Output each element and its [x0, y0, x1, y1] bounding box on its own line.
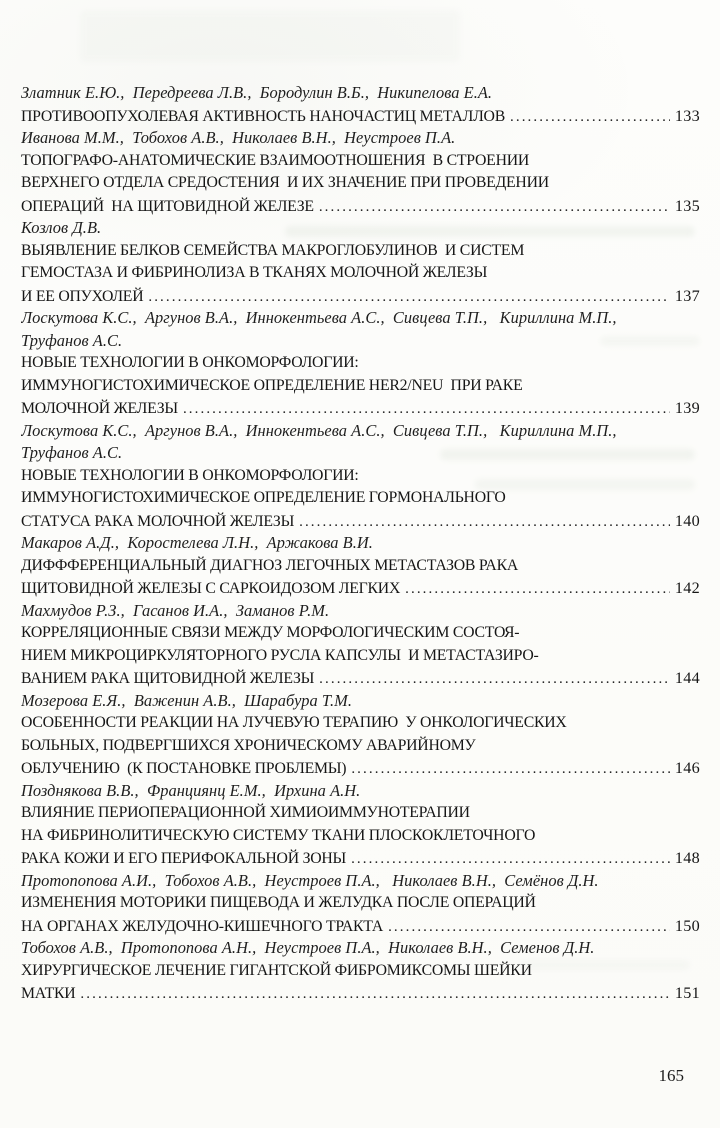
toc-entry-authors: Позднякова В.В., Франциянц Е.М., Ирхина А.Н.: [21, 780, 361, 800]
toc-entry-title-line: НОВЫЕ ТЕХНОЛОГИИ В ОНКОМОРФОЛОГИИ:: [21, 354, 359, 371]
toc-entry-title-line: ИЗМЕНЕНИЯ МОТОРИКИ ПИЩЕВОДА И ЖЕЛУДКА ПОСЛЕ ОПЕРАЦИЙ: [21, 894, 536, 911]
toc-entry-title-line: БОЛЬНЫХ, ПОДВЕРГШИХСЯ ХРОНИЧЕСКОМУ АВАРИЙНОМУ: [21, 736, 476, 754]
toc-entry-authors: Лоскутова К.С., Аргунов В.А., Иннокентьева А.С., Сивцева Т.П., Кириллина М.П.,: [21, 420, 617, 440]
toc-entry-page-number: 142: [674, 579, 700, 597]
toc-entry-title-line: [21, 285, 700, 308]
toc-entry-authors: Протопопова А.И., Тобохов А.В., Неустроев П.А., Николаев В.Н., Семёнов Д.Н.: [21, 870, 599, 890]
toc-entry-authors: Махмудов Р.З., Гасанов И.А., Заманов Р.М.: [21, 600, 330, 620]
scan-artifact: [80, 10, 460, 62]
toc-entry-title-line: [21, 915, 700, 938]
dot-leader: [80, 983, 669, 1005]
dot-leader: [299, 511, 670, 533]
toc-entry-authors: Труфанов А.С.: [21, 330, 123, 350]
toc-entry-page-number: 135: [674, 196, 700, 215]
toc-entry-title-line: [21, 982, 700, 1005]
toc-entry-title-line: [21, 510, 700, 533]
toc-entry-title-text: МОЛОЧНОЙ ЖЕЛЕЗЫ: [21, 400, 178, 417]
toc-entry-title-line: ДИФФФЕРЕНЦИАЛЬНЫЙ ДИАГНОЗ ЛЕГОЧНЫХ МЕТАСТАЗОВ РАКА: [21, 556, 519, 574]
toc-entry: [21, 307, 700, 420]
toc-entry: [21, 82, 700, 127]
toc-entry-title-line: НОВЫЕ ТЕХНОЛОГИИ В ОНКОМОРФОЛОГИИ:: [21, 466, 359, 484]
dot-leader: [351, 848, 670, 870]
toc-entry-title-line: [21, 397, 700, 420]
dot-leader: [319, 668, 670, 690]
toc-entry-title-text: И ЕЕ ОПУХОЛЕЙ: [21, 287, 144, 305]
toc-entry-page-number: 146: [674, 759, 700, 777]
toc-entry-title-text: НА ОРГАНАХ ЖЕЛУДОЧНО-КИШЕЧНОГО ТРАКТА: [21, 917, 384, 935]
dot-leader: [319, 196, 670, 218]
toc-entry-title-line: ВЫЯВЛЕНИЕ БЕЛКОВ СЕМЕЙСТВА МАКРОГЛОБУЛИНОВ И СИСТЕМ: [21, 241, 525, 259]
dot-leader: [405, 578, 670, 600]
toc-entry-title-text: ВАНИЕМ РАКА ЩИТОВИДНОЙ ЖЕЛЕЗЫ: [21, 670, 315, 687]
toc-entry: [21, 600, 700, 690]
toc-entry-page-number: 151: [674, 984, 700, 1002]
toc-entry-title-line: ХИРУРГИЧЕСКОЕ ЛЕЧЕНИЕ ГИГАНТСКОЙ ФИБРОМИКСОМЫ ШЕЙКИ: [21, 961, 532, 979]
dot-leader: [388, 916, 670, 938]
toc-entry-page-number: 137: [674, 286, 700, 305]
toc-entry: [21, 127, 700, 217]
toc-entry-title-line: [21, 577, 700, 600]
toc-entry-title-line: ИММУНОГИСТОХИМИЧЕСКОЕ ОПРЕДЕЛЕНИЕ HER2/NEU ПРИ РАКЕ: [21, 376, 523, 394]
toc-entry-page-number: 150: [674, 916, 700, 935]
dot-leader: [510, 106, 670, 128]
dot-leader: [148, 286, 669, 308]
toc: [21, 82, 700, 1005]
toc-entry-title-text: МАТКИ: [21, 985, 76, 1002]
toc-entry-authors: Тобохов А.В., Протопопова А.Н., Неустроев П.А., Николаев В.Н., Семенов Д.Н.: [21, 938, 595, 957]
toc-entry-page-number: 140: [674, 511, 700, 530]
toc-entry: [21, 870, 700, 938]
toc-entry-title-text: СТАТУСА РАКА МОЛОЧНОЙ ЖЕЛЕЗЫ: [21, 512, 295, 530]
toc-entry-authors: Иванова М.М., Тобохов А.В., Николаев В.Н., Неустроев П.А.: [21, 128, 456, 147]
toc-entry-title-line: НИЕМ МИКРОЦИРКУЛЯТОРНОГО РУСЛА КАПСУЛЫ И МЕТАСТАЗИРО-: [21, 646, 539, 664]
dot-leader: [351, 758, 669, 780]
toc-entry-authors: Козлов Д.В.: [21, 218, 102, 237]
toc-entry-title-line: [21, 195, 700, 218]
toc-entry-title-text: РАКА КОЖИ И ЕГО ПЕРИФОКАЛЬНОЙ ЗОНЫ: [21, 850, 347, 867]
toc-entry: [21, 937, 700, 1005]
toc-entry-title-line: ТОПОГРАФО-АНАТОМИЧЕСКИЕ ВЗАИМООТНОШЕНИЯ В СТРОЕНИИ: [21, 151, 530, 169]
toc-entry-title-line: ОСОБЕННОСТИ РЕАКЦИИ НА ЛУЧЕВУЮ ТЕРАПИЮ У ОНКОЛОГИЧЕСКИХ: [21, 714, 567, 731]
toc-entry-title-line: ВЛИЯНИЕ ПЕРИОПЕРАЦИОННОЙ ХИМИОИММУНОТЕРАПИИ: [21, 804, 470, 821]
toc-entry-page-number: 139: [674, 399, 700, 417]
toc-entry-authors: Златник Е.Ю., Передреева Л.В., Бородулин В.Б., Никипелова Е.А.: [21, 83, 493, 102]
toc-entry-title-text: ПРОТИВООПУХОЛЕВАЯ АКТИВНОСТЬ НАНОЧАСТИЦ МЕТАЛЛОВ: [21, 107, 505, 125]
toc-entry-page-number: 148: [674, 849, 700, 867]
toc-entry-title-line: [21, 667, 700, 690]
toc-entry: [21, 780, 700, 870]
dot-leader: [183, 398, 670, 420]
toc-entry-title-line: КОРРЕЛЯЦИОННЫЕ СВЯЗИ МЕЖДУ МОРФОЛОГИЧЕСКИМ СОСТОЯ-: [21, 624, 520, 641]
toc-entry-page-number: 133: [674, 106, 700, 125]
toc-entry-authors: Мозерова Е.Я., Важенин А.В., Шарабура Т.М.: [21, 690, 352, 710]
toc-entry-title-line: [21, 847, 700, 870]
toc-entry-authors: Лоскутова К.С., Аргунов В.А., Иннокентьева А.С., Сивцева Т.П., Кириллина М.П.,: [21, 308, 617, 327]
toc-entry-page-number: 144: [674, 669, 700, 687]
toc-entry-title-text: ОБЛУЧЕНИЮ (К ПОСТАНОВКЕ ПРОБЛЕМЫ): [21, 760, 347, 777]
toc-entry: [21, 217, 700, 307]
toc-entry-title-line: ВЕРХНЕГО ОТДЕЛА СРЕДОСТЕНИЯ И ИХ ЗНАЧЕНИЕ ПРИ ПРОВЕДЕНИИ: [21, 174, 549, 191]
toc-entry: [21, 420, 700, 533]
page-number: 165: [658, 1066, 684, 1085]
toc-entry-title-text: ЩИТОВИДНОЙ ЖЕЛЕЗЫ С САРКОИДОЗОМ ЛЕГКИХ: [21, 580, 401, 597]
toc-entry-title-line: ГЕМОСТАЗА И ФИБРИНОЛИЗА В ТКАНЯХ МОЛОЧНОЙ ЖЕЛЕЗЫ: [21, 264, 488, 281]
toc-entry-title-line: НА ФИБРИНОЛИТИЧЕСКУЮ СИСТЕМУ ТКАНИ ПЛОСКОКЛЕТОЧНОГО: [21, 826, 536, 844]
toc-entry-authors: Труфанов А.С.: [21, 443, 123, 462]
toc-entry: [21, 690, 700, 780]
toc-entry-title-line: [21, 105, 700, 128]
toc-entry: [21, 532, 700, 600]
toc-entry-title-line: [21, 757, 700, 780]
toc-entry-title-line: ИММУНОГИСТОХИМИЧЕСКОЕ ОПРЕДЕЛЕНИЕ ГОРМОНАЛЬНОГО: [21, 489, 506, 506]
toc-entry-title-text: ОПЕРАЦИЙ НА ЩИТОВИДНОЙ ЖЕЛЕЗЕ: [21, 197, 314, 215]
toc-entry-authors: Макаров А.Д., Коростелева Л.Н., Аржакова В.И.: [21, 533, 373, 552]
